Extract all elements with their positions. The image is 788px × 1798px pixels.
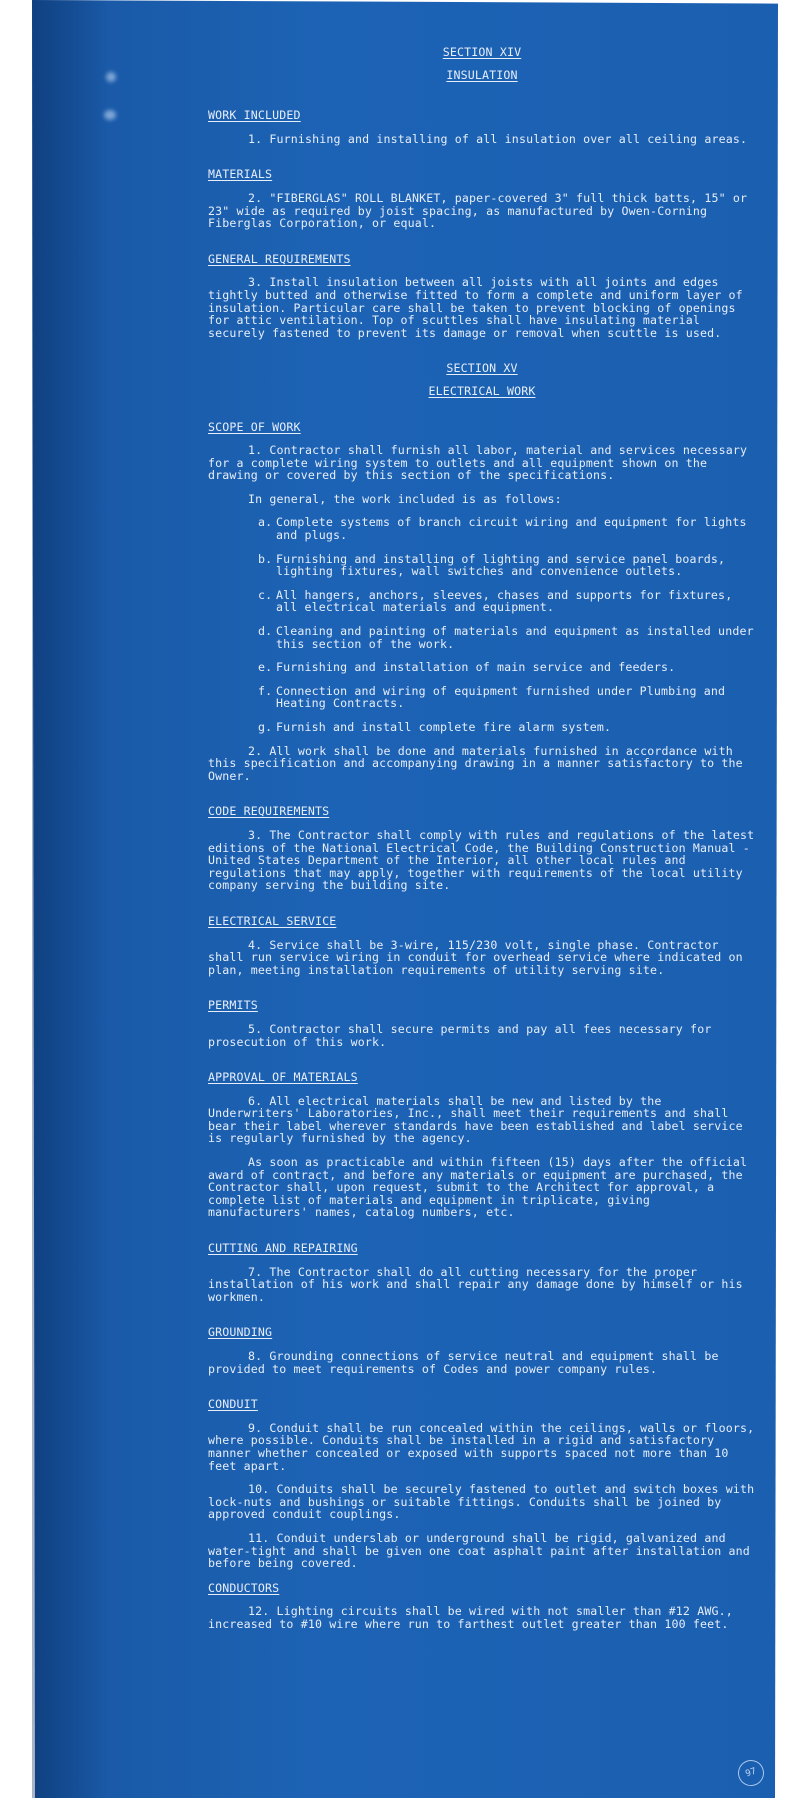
section-subtitle: INSULATION — [446, 67, 518, 82]
list-item — [258, 661, 756, 674]
list-item-text: Furnishing and installing of lighting and service panel boards, lighting fixtures, wall switches and convenience outlets. — [276, 551, 726, 579]
heading-code-requirements: CODE REQUIREMENTS — [208, 804, 330, 819]
paragraph: As soon as practicable and within fifteen (15) days after the official award of contract, and before any materials or equipment are purchased, the Contractor shall, upon request, submit to the Architect for approval, a complete list of materials and equipment in triplicate, giving manufacturers' names, catalog numbers, etc. — [208, 1155, 748, 1220]
section-title: SECTION XV — [446, 361, 518, 376]
paragraph: 9. Conduit shall be run concealed within the ceilings, walls or floors, where possible. Conduits shall be installed in a rigid and satisfactory manner whether concealed or exposed with supports spaced not more than 10 feet apart. — [208, 1420, 755, 1473]
heading-conductors: CONDUCTORS — [208, 1580, 280, 1595]
list-item-letter: a. — [258, 515, 273, 530]
heading-scope-of-work: SCOPE OF WORK — [208, 419, 301, 434]
list-item-text: Furnishing and installation of main service and feeders. — [276, 660, 676, 675]
list-item-text: Connection and wiring of equipment furnished under Plumbing and Heating Contracts. — [276, 683, 726, 711]
paragraph: 12. Lighting circuits shall be wired with not smaller than #12 AWG., increased to #10 wire where run to farthest outlet greater than 100 feet. — [208, 1604, 733, 1631]
list-item-text: Furnish and install complete fire alarm system. — [276, 720, 612, 734]
list-item-letter: d. — [258, 624, 273, 639]
paragraph: 1. Contractor shall furnish all labor, material and services necessary for a complete wiring system to outlets and all equipment shown on the drawing or covered by this section of the specifications. — [208, 443, 748, 483]
paragraph: 8. Grounding connections of service neutral and equipment shall be provided to meet requirements of Codes and power company rules. — [208, 1349, 719, 1376]
list-item — [258, 553, 756, 578]
paragraph: 3. Install insulation between all joists with all joints and edges tightly butted and otherwise fitted to form a complete and uniform layer of insulation. Particular care shall be taken to prevent blocking of openings for attic ventilation. Top of scuttles shall have insulating material securely fastened to prevent its damage or removal when scuttle is used. — [208, 275, 743, 340]
list-item-letter: g. — [258, 720, 273, 734]
page-stamp: 97 — [735, 1757, 768, 1790]
list-item — [258, 721, 756, 734]
paragraph: 1. Furnishing and installing of all insulation over all ceiling areas. — [248, 131, 748, 146]
paragraph: 2. "FIBERGLAS" ROLL BLANKET, paper-covered 3" full thick batts, 15" or 23" wide as required by joist spacing, as manufactured by Owen-Corning Fiberglas Corporation, or equal. — [208, 190, 748, 231]
list-item-letter: e. — [258, 660, 273, 675]
smudge-mark — [106, 72, 116, 82]
paragraph: 10. Conduits shall be securely fastened to outlet and switch boxes with lock-nuts and bushings or suitable fittings. Conduits shall be joined by approved conduit couplings. — [208, 1482, 755, 1522]
list-item-text: All hangers, anchors, sleeves, chases and supports for fixtures, all electrical materials and equipment. — [276, 587, 733, 615]
list-item — [258, 685, 756, 710]
section-subtitle: ELECTRICAL WORK — [428, 383, 536, 398]
heading-permits: PERMITS — [208, 998, 258, 1013]
smudge-mark — [104, 110, 116, 120]
paragraph: 3. The Contractor shall comply with rules and regulations of the latest editions of the National Electrical Code, the Building Construction Manual - United States Department of the Interior, all other local rules and regulations that may apply, together with requirements of the local utility company serving the building site. — [208, 827, 755, 893]
list-item-text: Complete systems of branch circuit wiring and equipment for lights and plugs. — [276, 515, 747, 543]
specification-text — [208, 46, 756, 1631]
sheet-shadow — [32, 0, 110, 1798]
list-intro: In general, the work included is as follows: — [248, 491, 562, 506]
heading-cutting-and-repairing: CUTTING AND REPAIRING — [208, 1241, 358, 1256]
list-item — [258, 589, 756, 614]
paragraph: 11. Conduit underslab or underground shall be rigid, galvanized and water-tight and shall be given one coat asphalt paint after installation and before being covered. — [208, 1530, 750, 1571]
list-item-letter: f. — [258, 683, 273, 698]
paragraph: 7. The Contractor shall do all cutting necessary for the proper installation of his work and shall repair any damage done by himself or his workmen. — [208, 1264, 743, 1304]
heading-grounding: GROUNDING — [208, 1325, 273, 1340]
heading-electrical-service: ELECTRICAL SERVICE — [208, 913, 337, 928]
heading-conduit: CONDUIT — [208, 1397, 258, 1412]
heading-work-included: WORK INCLUDED — [208, 108, 301, 123]
list-item — [258, 625, 756, 650]
heading-materials: MATERIALS — [208, 167, 273, 182]
paragraph: 5. Contractor shall secure permits and pay all fees necessary for prosecution of this work. — [208, 1021, 712, 1049]
scope-list — [208, 516, 756, 733]
section-title: SECTION XIV — [442, 45, 522, 59]
list-item-text: Cleaning and painting of materials and equipment as installed under this section of the work. — [276, 624, 754, 651]
heading-approval-of-materials: APPROVAL OF MATERIALS — [208, 1070, 358, 1085]
paragraph: 2. All work shall be done and materials furnished in accordance with this specification and accompanying drawing in a manner satisfactory to the Owner. — [208, 743, 743, 783]
list-item-letter: b. — [258, 551, 273, 566]
list-item — [258, 516, 756, 541]
paragraph: 6. All electrical materials shall be new and listed by the Underwriters' Laboratories, Inc., shall meet their requirements and shall bear their label wherever standards have been established and label service is regularly furnished by the agency. — [208, 1093, 743, 1146]
list-item-letter: c. — [258, 587, 273, 602]
paragraph: 4. Service shall be 3-wire, 115/230 volt, single phase. Contractor shall run service wiring in conduit for overhead service where indicated on plan, meeting installation requirements of utility serving site. — [208, 937, 743, 977]
heading-general-requirements: GENERAL REQUIREMENTS — [208, 251, 351, 266]
